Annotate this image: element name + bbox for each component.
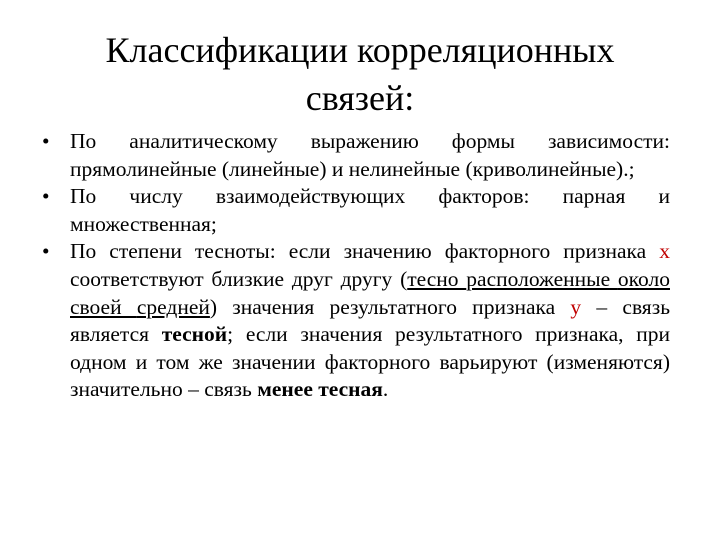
text-segment: соответствуют близкие друг другу (	[70, 266, 408, 291]
bullet-text: По числу взаимодействующих факторов: парная и множественная;	[70, 184, 670, 236]
underlined-word: расположенные	[466, 266, 618, 291]
bullet-marker: •	[42, 184, 50, 209]
text-segment: .	[382, 377, 389, 402]
bullet-text: По аналитическому выражению формы зависимости: прямолинейные (линейные) и нелинейные (криволинейные).;	[70, 129, 670, 181]
underlined-word: около	[617, 266, 670, 291]
underlined-word: своей	[70, 294, 137, 319]
title-line-1: Классификации корреляционных	[105, 30, 615, 70]
bold-term-less-tight: менее тесная	[257, 377, 383, 402]
bullet-item-factors	[42, 183, 670, 238]
bullet-item-analytical	[42, 128, 670, 183]
text-segment: ; если значения результатного признака, при одном и том же значении факторного варьируют (изменяются) значительно – связь	[70, 322, 670, 402]
bold-term-tight: тесной	[161, 322, 228, 347]
variable-y: y	[570, 294, 582, 319]
underlined-word: средней	[136, 294, 210, 319]
underlined-word: тесно	[407, 266, 467, 291]
slide-title	[60, 26, 660, 122]
title-line-2: связей:	[305, 78, 415, 118]
bullet-list	[42, 128, 670, 404]
bullet-marker: •	[42, 129, 50, 153]
text-segment: По степени тесноты: если значению факторного признака	[70, 239, 660, 264]
bullet-item-tightness	[42, 238, 670, 404]
variable-x: x	[659, 239, 670, 264]
text-segment: – связь является	[70, 294, 670, 347]
bullet-marker: •	[42, 239, 50, 264]
text-segment: ) значения результатного признака	[209, 294, 571, 319]
